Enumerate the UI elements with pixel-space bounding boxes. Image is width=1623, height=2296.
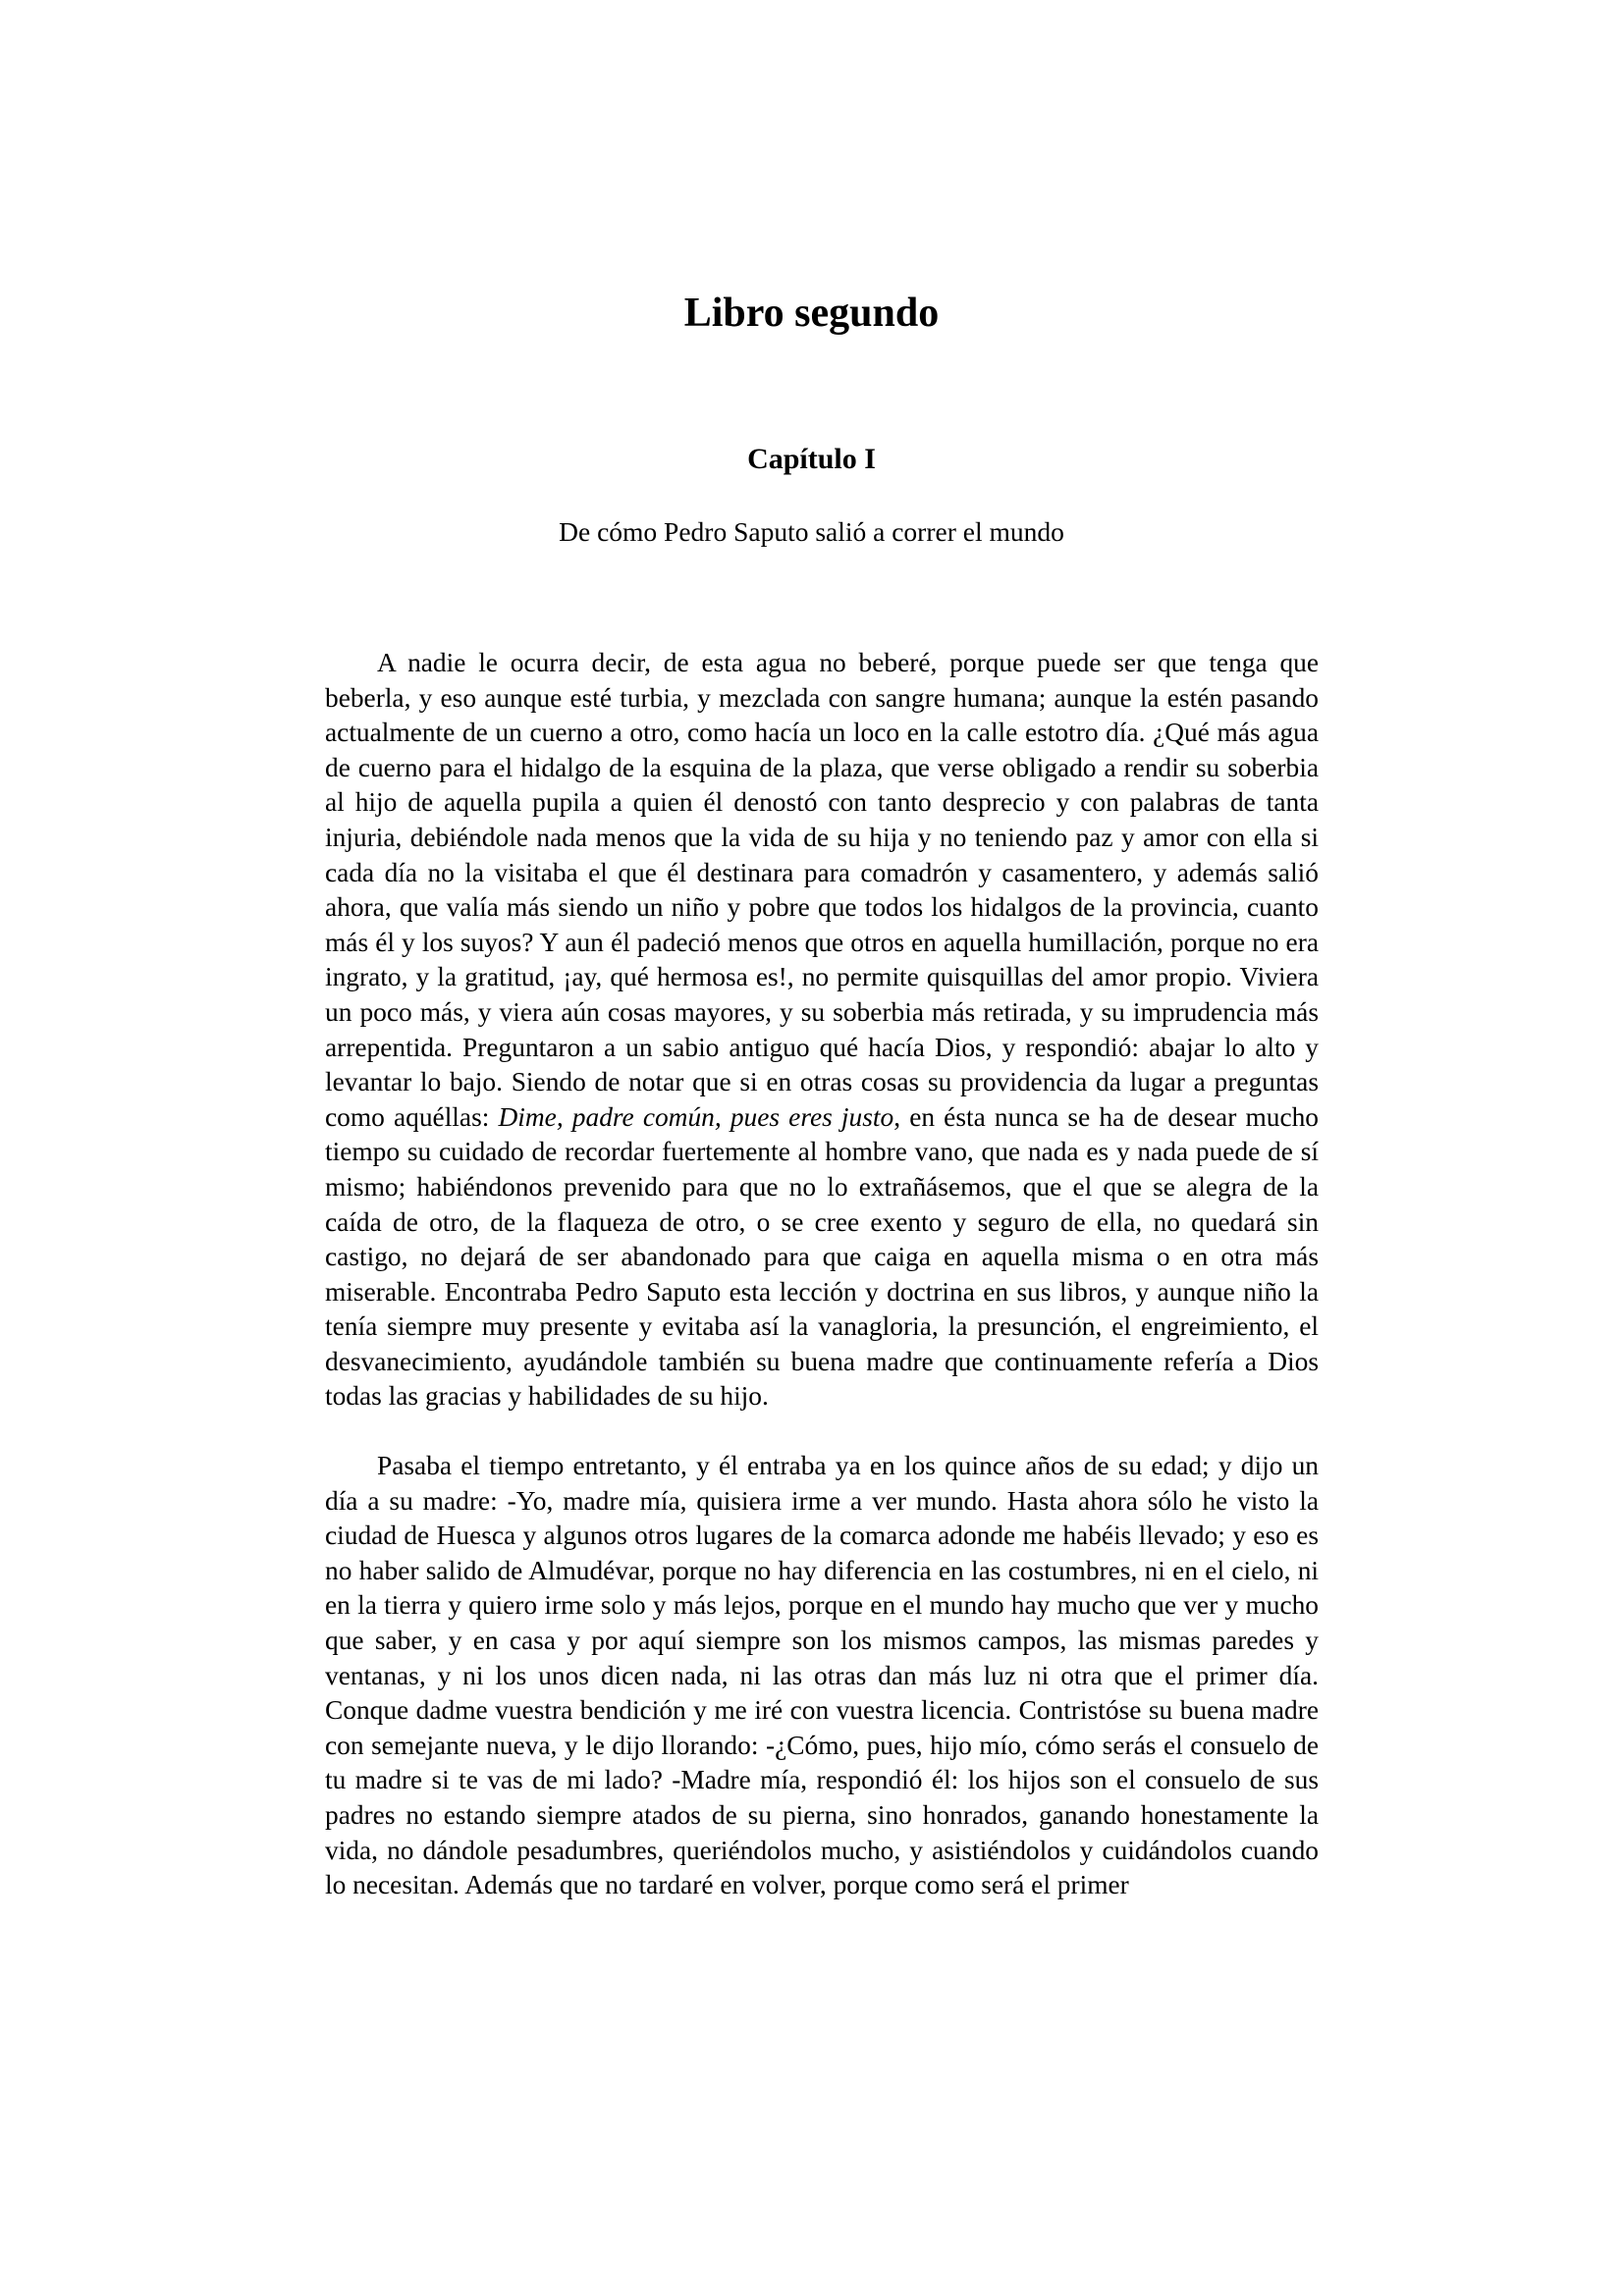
paragraph-1-italic-quote: Dime, padre común, pues eres justo bbox=[498, 1101, 894, 1132]
paragraph-1 bbox=[325, 646, 1319, 1415]
paragraph-1-text-a: A nadie le ocurra decir, de esta agua no beberé, porque puede ser que tenga que beberla, y eso aunque esté turbia, y mezclada con sangre humana; aunque la estén pasando actualmente de un cuerno a otro, como hacía un loco en la calle estotro día. ¿Qué más agua de cuerno para el hidalgo de la esquina de la plaza, que verse obligado a rendir su soberbia al hijo de aquella pupila a quien él denostó con tanto desprecio y con palabras de tanta injuria, debiéndole nada menos que la vida de su hija y no teniendo paz y amor con ella si cada día no la visitaba el que él destinara para comadrón y casamentero, y además salió ahora, que valía más siendo un niño y pobre que todos los hidalgos de la provincia, cuanto más él y los suyos? Y aun él padeció menos que otros en aquella humillación, porque no era ingrato, y la gratitud, ¡ay, qué hermosa es!, no permite quisquillas del amor propio. Viviera un poco más, y viera aún cosas mayores, y su soberbia más retirada, y su imprudencia más arrepentida. Preguntaron a un sabio antiguo qué hacía Dios, y respondió: abajar lo alto y levantar lo bajo. Siendo de notar que si en otras cosas su providencia da lugar a preguntas como aquéllas: bbox=[325, 648, 1319, 1132]
paragraph-1-text-b: , en ésta nunca se ha de desear mucho tiempo su cuidado de recordar fuertemente al hombre vano, que nada es y nada puede de sí mismo; habiéndonos prevenido para que no lo extrañásemos, que el que se alegra de la caída de otro, de la flaqueza de otro, o se cree exento y seguro de ella, no quedará sin castigo, no dejará de ser abandonado para que caiga en aquella misma o en otra más miserable. Encontraba Pedro Saputo esta lección y doctrina en sus libros, y aunque niño la tenía siempre muy presente y evitaba así la vanagloria, la presunción, el engreimiento, el desvanecimiento, ayudándole también su buena madre que continuamente refería a Dios todas las gracias y habilidades de su hijo. bbox=[325, 1101, 1320, 1412]
chapter-title: Capítulo I bbox=[747, 443, 876, 475]
chapter-subtitle: De cómo Pedro Saputo salió a correr el mundo bbox=[559, 516, 1064, 547]
book-title: Libro segundo bbox=[683, 291, 940, 336]
paragraph-2: Pasaba el tiempo entretanto, y él entraba ya en los quince años de su edad; y dijo un día a su madre: -Yo, madre mía, quisiera irme a ver mundo. Hasta ahora sólo he visto la ciudad de Huesca y algunos otros lugares de la comarca adonde me habéis llevado; y eso es no haber salido de Almudévar, porque no hay diferencia en las costumbres, ni en el cielo, ni en la tierra y quiero irme solo y más lejos, porque en el mundo hay mucho que ver y mucho que saber, y en casa y por aquí siempre son los mismos campos, las mismas paredes y ventanas, y ni los unos dicen nada, ni las otras dan más luz ni otra que el primer día. Conque dadme vuestra bendición y me iré con vuestra licencia. Contristóse su buena madre con semejante nueva, y le dijo llorando: -¿Cómo, pues, hijo mío, cómo serás el consuelo de tu madre si te vas de mi lado? -Madre mía, respondió él: los hijos son el consuelo de sus padres no estando siempre atados de su pierna, sino honrados, ganando honestamente la vida, no dándole pesadumbres, queriéndolos mucho, y asistiéndolos y cuidándolos cuando lo necesitan. Además que no tardaré en volver, porque como será el primer bbox=[325, 1451, 1319, 1900]
body-text bbox=[325, 646, 1319, 1903]
